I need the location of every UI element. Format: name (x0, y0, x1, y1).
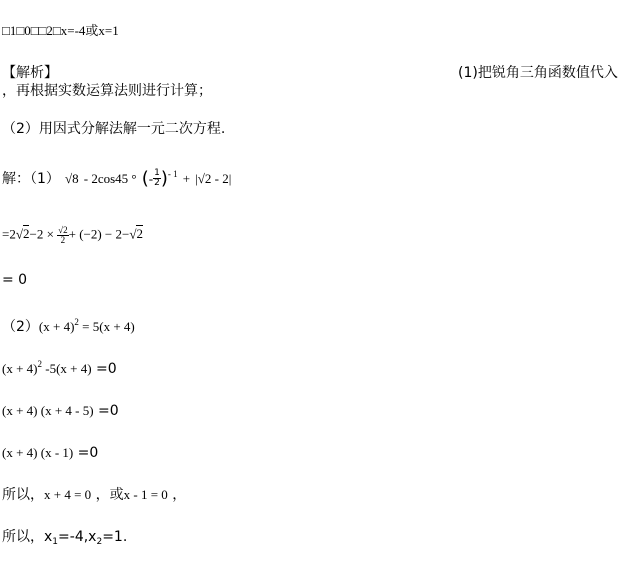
solution-label: 解：（1） (2, 171, 60, 187)
x1-val: =-4, (58, 529, 89, 545)
plus-sign: + (182, 171, 191, 186)
analysis-heading: 【解析】 (2, 65, 58, 81)
so-1-c: x - 1 = 0 (123, 487, 168, 502)
x1: x (44, 529, 53, 545)
exponent-neg-1: - 1 (167, 169, 178, 179)
answer-line: □1□0□□2□x=-4或x=1 (2, 23, 119, 38)
fraction-half: $\frac{1}{2}$ (154, 168, 160, 188)
p2-eq-a: (x + 4) (38, 319, 75, 334)
so-1-a: x + 4 = 0 (44, 487, 92, 502)
abs-term: |√2 - 2| (195, 171, 232, 186)
analysis-note-1-marker: (1) (458, 65, 478, 81)
step1-a: =2 (2, 226, 16, 242)
analysis-note-2: （2）用因式分解法解一元二次方程. (2, 121, 226, 137)
problem-2-equation (2, 316, 135, 336)
p2-s3-b: =0 (73, 445, 99, 461)
p2-s2-b: =0 (93, 403, 119, 419)
analysis-note-1 (458, 62, 618, 82)
x2-sub: 2 (96, 537, 103, 547)
p2-s1-b: -5(x + 4) (42, 361, 92, 376)
p2-s1-exp: 2 (37, 359, 42, 369)
p2-s1-c: =0 (91, 361, 117, 377)
p2-step-3 (2, 442, 98, 461)
so-2-label: 所以， (2, 529, 44, 545)
so-1-label: 所以， (2, 487, 44, 503)
p2-s1-a: (x + 4) (2, 361, 38, 376)
paren-open: ( (141, 168, 149, 189)
step-1-result: = 0 (2, 272, 28, 288)
conclusion-2 (2, 526, 127, 546)
sqrt-sign: √ (15, 226, 23, 242)
cos-term: - 2cos45 ° (83, 171, 137, 186)
so-1-d: ， (167, 487, 187, 503)
analysis-note-1-text: 把锐角三角函数值代入 (477, 65, 618, 81)
fraction-root2-over-2: $\frac{√2}{2}$ (58, 225, 68, 245)
step-1 (2, 226, 143, 245)
p2-step-2 (2, 400, 119, 419)
so-1-b: ，或 (91, 487, 124, 503)
p2-s3-a: (x + 4) (x - 1) (2, 445, 74, 460)
sqrt-sign: √ (129, 226, 137, 242)
p2-eq-exp: 2 (74, 317, 79, 327)
x1-sub: 1 (52, 537, 59, 547)
step1-b: 2 (22, 226, 30, 242)
step1-d: + (−2) − 2− (68, 226, 130, 242)
x2: x (88, 529, 97, 545)
step1-e: 2 (136, 226, 143, 242)
sqrt-sign: √ (65, 171, 73, 186)
p2-step-1 (2, 358, 117, 377)
p2-s2-a: (x + 4) (x + 4 - 5) (2, 403, 94, 418)
step1-c: −2 × (29, 226, 54, 242)
sqrt-8: 8 (72, 171, 79, 186)
conclusion-1 (2, 484, 186, 504)
problem-1-expression (2, 168, 231, 189)
problem-2-label: （2） (2, 319, 39, 335)
x2-val: =1. (102, 529, 128, 545)
paren-close: ) (160, 168, 168, 189)
analysis-note-1-cont: ，再根据实数运算法则进行计算； (2, 83, 212, 99)
p2-eq-b: = 5(x + 4) (78, 319, 135, 334)
neg-sign: - (148, 171, 154, 186)
